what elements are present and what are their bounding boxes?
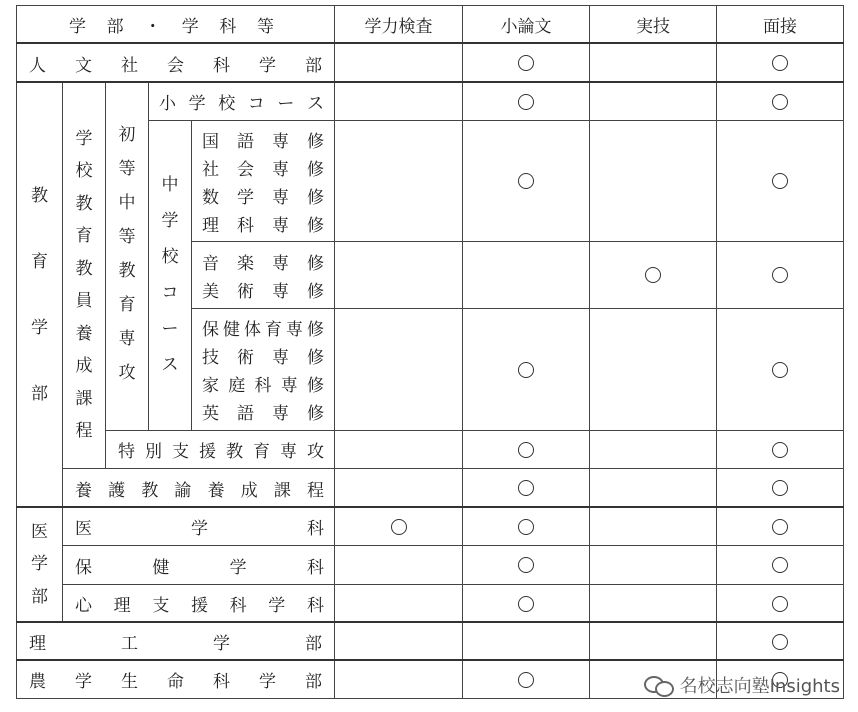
row-label-char: 程 <box>306 480 324 501</box>
header-col-1 <box>462 5 590 44</box>
subject-char: 修 <box>307 348 324 368</box>
required-circle-mark <box>772 557 788 573</box>
row-label-char: 保 <box>75 557 92 578</box>
subject-char: 科 <box>254 376 272 396</box>
row-nursing-teacher <box>62 468 335 508</box>
jh_group2-exam-cell <box>334 241 463 309</box>
subject-char: 専 <box>280 376 298 396</box>
subject-char: 語 <box>237 131 254 152</box>
header-faculty-char: 学 <box>69 17 86 37</box>
subject-char: 語 <box>237 404 254 424</box>
required-circle-mark <box>391 519 407 535</box>
subject-char: 学 <box>237 187 254 208</box>
group-label-char: 等 <box>118 227 136 248</box>
special_support-exam-cell <box>334 430 463 469</box>
required-circle-mark <box>772 480 788 496</box>
subject-char: 術 <box>237 348 254 368</box>
subject-char: 修 <box>307 376 324 396</box>
required-circle-mark <box>772 519 788 535</box>
row-jh_group3 <box>191 308 335 431</box>
row-label-char: 教 <box>226 442 243 462</box>
jh_group2-interview-cell <box>716 241 844 309</box>
required-circle-mark <box>518 442 534 458</box>
health-practical-cell <box>589 545 717 585</box>
row-label-char: 諭 <box>174 480 192 501</box>
subject-line <box>202 342 324 370</box>
subject-char: 専 <box>272 348 289 368</box>
subject-char: 健 <box>223 320 240 340</box>
row-label-char: 科 <box>229 596 247 616</box>
elementary-interview-cell <box>716 82 844 121</box>
sci_eng-practical-cell <box>589 622 717 661</box>
row-label-char: 支 <box>152 596 170 616</box>
jh_group2-practical-cell <box>589 241 717 309</box>
row-label-char: 支 <box>172 442 189 462</box>
row-label-char: 課 <box>273 480 291 501</box>
group-label-char: 員 <box>75 291 93 312</box>
subject-line <box>202 247 324 275</box>
subject-char: 修 <box>307 404 324 424</box>
required-circle-mark <box>518 480 534 496</box>
group-label-char: 校 <box>75 161 93 182</box>
group-label-char: 学 <box>161 210 179 231</box>
row-label-char: ー <box>277 94 295 114</box>
sci_eng-interview-cell <box>716 622 844 661</box>
header-column-label: 面接 <box>763 17 797 37</box>
medicine-exam-cell <box>334 507 463 546</box>
required-circle-mark <box>772 173 788 189</box>
group-label-char: 初 <box>118 125 136 146</box>
group-label-char: 課 <box>75 388 93 409</box>
header-faculty-char: 科 <box>219 17 237 37</box>
special_support-practical-cell <box>589 430 717 469</box>
subject-char: 修 <box>307 187 324 208</box>
row-label-char: 文 <box>75 55 92 76</box>
required-circle-mark <box>518 55 534 71</box>
row-label-char: 命 <box>167 672 184 692</box>
row-medicine <box>62 507 335 546</box>
row-label-char: 学 <box>229 557 247 578</box>
required-circle-mark <box>518 557 534 573</box>
row-label-char: 部 <box>305 672 322 692</box>
group-label-char: 育 <box>75 226 93 247</box>
subject-char: 修 <box>307 320 324 340</box>
subject-char: 楽 <box>237 253 254 274</box>
subject-char: 専 <box>272 159 289 180</box>
jh_group1-practical-cell <box>589 120 717 242</box>
agri-exam-cell <box>334 660 463 699</box>
row-label-char: 養 <box>75 480 92 501</box>
section-divider <box>16 42 844 44</box>
row-label-char: 専 <box>280 442 297 462</box>
group-label-char: コ <box>161 283 179 304</box>
group-label-char: ー <box>161 319 179 340</box>
subject-char: 修 <box>307 253 324 274</box>
group-label-char: 攻 <box>118 362 136 383</box>
required-circle-mark <box>772 94 788 110</box>
row-humanities <box>16 43 335 83</box>
required-circle-mark <box>772 362 788 378</box>
subject-char: 専 <box>272 281 289 302</box>
row-label-char: 護 <box>108 480 126 501</box>
group-label-char: 育 <box>31 251 48 272</box>
row-label-char: 育 <box>253 442 270 462</box>
required-circle-mark <box>518 173 534 189</box>
subject-char: 修 <box>307 281 324 302</box>
subject-char: 修 <box>307 131 324 152</box>
row-label-char: 教 <box>141 480 159 501</box>
medicine-practical-cell <box>589 507 717 546</box>
row-label-char: 健 <box>152 557 170 578</box>
health-essay-cell <box>462 545 590 585</box>
subject-char: 技 <box>202 348 219 368</box>
group-label-char: 校 <box>161 246 179 267</box>
subject-line <box>202 209 324 237</box>
subject-char: 専 <box>272 253 289 274</box>
row-elementary <box>148 82 335 121</box>
sci_eng-exam-cell <box>334 622 463 661</box>
group-label-char: ス <box>161 355 179 376</box>
required-circle-mark <box>645 267 661 283</box>
watermark-text: 名校志向塾Insights <box>679 676 840 697</box>
required-circle-mark <box>518 94 534 110</box>
sci_eng-essay-cell <box>462 622 590 661</box>
subject-char: 会 <box>237 159 254 180</box>
psych-interview-cell <box>716 584 844 623</box>
required-circle-mark <box>772 442 788 458</box>
group-label-char: 養 <box>75 323 93 344</box>
jh_group1-exam-cell <box>334 120 463 242</box>
jh_group3-practical-cell <box>589 308 717 431</box>
row-label-char: 学 <box>259 55 276 76</box>
humanities-essay-cell <box>462 43 590 83</box>
special_support-essay-cell <box>462 430 590 469</box>
row-label-char: 部 <box>305 634 322 654</box>
row-label-char: 学 <box>268 596 286 616</box>
elementary-essay-cell <box>462 82 590 121</box>
nursing_teacher-interview-cell <box>716 468 844 508</box>
group-label-char: 教 <box>75 258 93 279</box>
header-faculty-char: 部 <box>106 17 124 37</box>
row-label-char: 校 <box>218 94 236 114</box>
row-special-support <box>105 430 335 469</box>
subject-char: 国 <box>202 131 219 152</box>
group-teacher-course <box>62 82 106 469</box>
section-divider <box>16 621 844 623</box>
row-psych <box>62 584 335 623</box>
row-health <box>62 545 335 585</box>
row-label-char: 援 <box>190 596 208 616</box>
row-label-char: 人 <box>29 55 46 76</box>
row-label-char: 生 <box>121 672 138 692</box>
jh_group1-interview-cell <box>716 120 844 242</box>
group-label-char: 程 <box>75 421 93 442</box>
row-label-char: 養 <box>207 480 225 501</box>
group-primary-secondary <box>105 82 149 431</box>
header-column-label: 実技 <box>636 17 670 37</box>
jh_group3-essay-cell <box>462 308 590 431</box>
group-label-char: 教 <box>31 185 48 206</box>
subject-char: 家 <box>202 376 219 396</box>
subject-line <box>202 398 324 426</box>
humanities-interview-cell <box>716 43 844 83</box>
medicine-essay-cell <box>462 507 590 546</box>
group-label-char: 中 <box>161 174 179 195</box>
row-label-char: 学 <box>213 634 230 654</box>
jh_group2-essay-cell <box>462 241 590 309</box>
humanities-practical-cell <box>589 43 717 83</box>
required-circle-mark <box>772 267 788 283</box>
jh_group3-exam-cell <box>334 308 463 431</box>
header-faculty-char: ・ <box>144 17 162 37</box>
group-label-char: 部 <box>31 587 48 608</box>
agri-essay-cell <box>462 660 590 699</box>
jh_group3-interview-cell <box>716 308 844 431</box>
subject-char: 保 <box>202 320 219 340</box>
section-divider <box>16 81 844 83</box>
row-label-char: 小 <box>159 94 176 114</box>
row-label-char: 攻 <box>307 442 324 462</box>
subject-line <box>202 275 324 303</box>
subject-line <box>202 153 324 181</box>
row-label-char: 社 <box>121 55 138 76</box>
row-label-char: 理 <box>29 634 46 654</box>
row-sci-eng <box>16 622 335 661</box>
psych-practical-cell <box>589 584 717 623</box>
elementary-practical-cell <box>589 82 717 121</box>
group-label-char: 教 <box>75 193 93 214</box>
group-junior-high <box>148 120 192 431</box>
subject-char: 音 <box>202 253 219 274</box>
required-circle-mark <box>518 672 534 688</box>
required-circle-mark <box>518 596 534 612</box>
header-column-label: 小論文 <box>500 17 552 37</box>
row-label-char: 医 <box>75 519 92 539</box>
subject-char: 専 <box>272 404 289 424</box>
subject-char: 修 <box>307 159 324 180</box>
row-label-char: 理 <box>113 596 131 616</box>
row-label-char: ス <box>306 94 324 114</box>
row-label-char: コ <box>247 94 265 114</box>
subject-line <box>202 370 324 398</box>
subject-line <box>202 125 324 153</box>
required-circle-mark <box>518 519 534 535</box>
group-medical-faculty <box>16 507 63 623</box>
group-label-char: 成 <box>75 356 93 377</box>
group-label-char: 学 <box>31 554 48 575</box>
nursing_teacher-essay-cell <box>462 468 590 508</box>
row-label-char: 学 <box>75 672 92 692</box>
row-label-char: 成 <box>240 480 258 501</box>
row-label-char: 会 <box>167 55 184 76</box>
row-label-char: 科 <box>307 519 324 539</box>
row-label-char: 特 <box>118 442 135 462</box>
group-label-char: 等 <box>118 159 136 180</box>
subject-char: 体 <box>244 320 261 340</box>
elementary-exam-cell <box>334 82 463 121</box>
health-interview-cell <box>716 545 844 585</box>
subject-char: 専 <box>272 187 289 208</box>
header-col-0 <box>334 5 463 44</box>
subject-char: 専 <box>286 320 303 340</box>
row-label-char: 科 <box>213 672 230 692</box>
wechat-logo-icon <box>644 674 674 696</box>
subject-char: 科 <box>237 215 254 236</box>
header-column-label: 学力検査 <box>364 17 433 37</box>
group-label-char: 育 <box>118 294 136 315</box>
required-circle-mark <box>772 596 788 612</box>
required-circle-mark <box>518 362 534 378</box>
subject-char: 社 <box>202 159 219 180</box>
nursing_teacher-exam-cell <box>334 468 463 508</box>
group-label-char: 学 <box>75 128 93 149</box>
group-label-char: 学 <box>31 317 48 338</box>
row-label-char: 学 <box>188 94 206 114</box>
section-divider <box>16 659 844 661</box>
subject-line <box>202 314 324 342</box>
row-label-char: 科 <box>306 557 324 578</box>
header-faculty-cell <box>16 5 335 44</box>
required-circle-mark <box>772 55 788 71</box>
row-label-char: 別 <box>145 442 162 462</box>
section-divider <box>16 506 844 508</box>
row-label-char: 科 <box>306 596 324 616</box>
health-exam-cell <box>334 545 463 585</box>
nursing_teacher-practical-cell <box>589 468 717 508</box>
header-col-2 <box>589 5 717 44</box>
psych-exam-cell <box>334 584 463 623</box>
subject-char: 美 <box>202 281 219 302</box>
row-label-char: 農 <box>29 672 46 692</box>
row-label-char: 学 <box>259 672 276 692</box>
humanities-exam-cell <box>334 43 463 83</box>
watermark <box>644 672 840 698</box>
subject-char: 専 <box>272 215 289 236</box>
row-agri <box>16 660 335 699</box>
jh_group1-essay-cell <box>462 120 590 242</box>
subject-char: 修 <box>307 215 324 236</box>
subject-char: 術 <box>237 281 254 302</box>
row-label-char: 科 <box>213 55 230 76</box>
group-label-char: 教 <box>118 260 136 281</box>
group-label-char: 専 <box>118 328 136 349</box>
required-circle-mark <box>772 634 788 650</box>
special_support-interview-cell <box>716 430 844 469</box>
group-label-char: 医 <box>31 521 48 542</box>
row-label-char: 援 <box>199 442 216 462</box>
row-jh_group1 <box>191 120 335 242</box>
row-label-char: 学 <box>191 519 208 539</box>
header-faculty-char: 学 <box>181 17 199 37</box>
header-col-3 <box>716 5 844 44</box>
subject-char: 育 <box>265 320 282 340</box>
subject-line <box>202 181 324 209</box>
row-label-char: 工 <box>121 634 138 654</box>
subject-char: 数 <box>202 187 219 208</box>
group-label-char: 中 <box>118 193 136 214</box>
medicine-interview-cell <box>716 507 844 546</box>
header-faculty-char: 等 <box>256 17 274 37</box>
row-label-char: 部 <box>305 55 322 76</box>
subject-char: 専 <box>272 131 289 152</box>
group-education-faculty <box>16 82 63 508</box>
subject-char: 英 <box>202 404 219 424</box>
row-label-char: 心 <box>75 596 92 616</box>
subject-char: 庭 <box>228 376 246 396</box>
subject-char: 理 <box>202 215 219 236</box>
row-jh_group2 <box>191 241 335 309</box>
group-label-char: 部 <box>31 383 48 404</box>
psych-essay-cell <box>462 584 590 623</box>
